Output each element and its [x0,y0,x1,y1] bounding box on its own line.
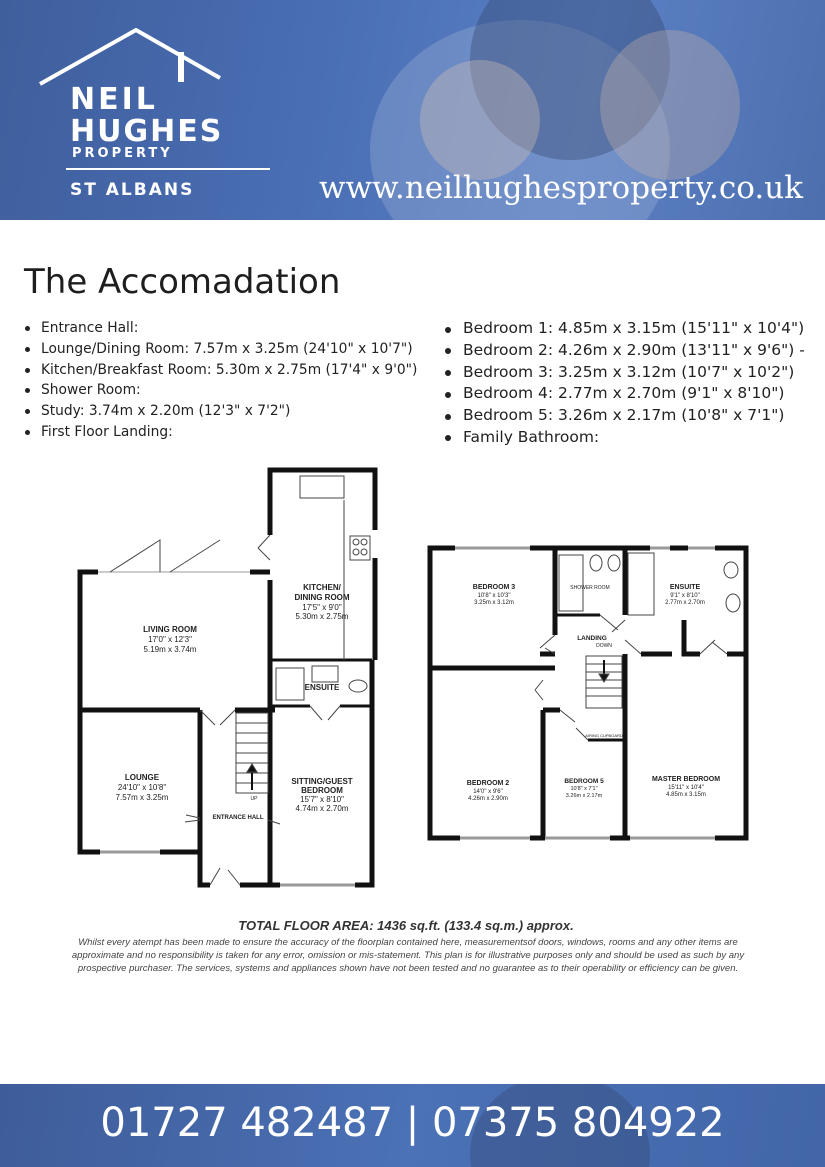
room-label: DINING ROOM [294,593,350,602]
room-label: 4.85m x 3.15m [666,792,706,798]
room-label: KITCHEN/ [303,583,341,592]
room-label: BEDROOM 3 [472,584,516,591]
brand-name-line2: HUGHES [70,114,224,149]
room-label: BEDROOM [301,786,343,795]
disclaimer-line: prospective purchaser. The services, systems and appliances shown have not been tested and no guarantee as to their operability or efficiency can be given. [77,963,739,974]
room-label: 10'8" x 7'1" [570,786,598,792]
feature-item: Bedroom 2: 4.26m x 2.90m (13'11" x 9'6") - [444,340,805,362]
room-label: 17'0" x 12'3" [148,635,192,644]
branch-name: ST ALBANS [70,180,195,200]
disclaimer [26,936,790,975]
feature-item: Shower Room: [24,380,417,401]
total-floor-area: TOTAL FLOOR AREA: 1436 sq.ft. (133.4 sq.m.) approx. [238,918,574,933]
floorplan-drawing [0,460,825,900]
feature-item: Bedroom 1: 4.85m x 3.15m (15'11" x 10'4") [444,318,805,340]
room-label: 7.57m x 3.25m [115,793,169,802]
room-label: ENSUITE [669,584,701,591]
feature-item: First Floor Landing: [24,422,417,443]
features-list-left [24,318,417,443]
room-label: 24'10" x 10'8" [117,783,167,792]
footer-banner [0,1084,825,1167]
room-label: LOUNGE [124,773,160,782]
room-label: 2.77m x 2.70m [665,600,705,606]
room-label: ENTRANCE HALL [212,815,264,821]
feature-item: Kitchen/Breakfast Room: 5.30m x 2.75m (17'4" x 9'0") [24,360,417,381]
brand-divider [66,168,270,170]
room-label: LANDING [577,635,607,642]
brand-name-line1: NEIL [70,82,158,117]
room-label: SHOWER ROOM [570,585,610,591]
photo-background-figure [420,60,540,180]
page-title: The Accomadation [24,262,341,302]
feature-item: Bedroom 3: 3.25m x 3.12m (10'7" x 10'2") [444,362,805,384]
website-url[interactable]: www.neilhughesproperty.co.uk [318,170,803,206]
header-banner [0,0,825,220]
room-label: SITTING/GUEST [291,777,353,786]
feature-item: Entrance Hall: [24,318,417,339]
room-label: 10'8" x 10'3" [477,593,511,599]
room-label: AIRING CUPBOARD [585,733,623,738]
room-label: 5.30m x 2.75m [295,612,349,621]
feature-item: Bedroom 4: 2.77m x 2.70m (9'1" x 8'10") [444,383,805,405]
brand-name-line3: PROPERTY [72,146,173,161]
room-label: BEDROOM 5 [564,778,604,785]
room-label: BEDROOM 2 [466,780,510,787]
room-label: 9'1" x 8'10" [670,593,700,599]
ground-floor-plan [80,470,375,885]
room-label: 15'11" x 10'4" [668,785,704,791]
feature-item: Study: 3.74m x 2.20m (12'3" x 7'2") [24,401,417,422]
ground-floor-fixtures [98,476,370,885]
room-label: ENSUITE [304,683,340,692]
room-label: 15'7" x 8'10" [300,795,344,804]
room-label: 3.26m x 2.17m [565,793,603,799]
room-label: 4.74m x 2.70m [295,804,349,813]
phone-numbers[interactable]: 01727 482487 | 07375 804922 [100,1100,725,1146]
disclaimer-line: Whilst every atempt has been made to ensure the accuracy of the floorplan contained here, measurementsof doors, windows, rooms and any other items are [78,937,738,948]
first-floor-labels [467,584,720,802]
room-label: LIVING ROOM [143,625,197,634]
room-label: 14'0" x 9'6" [473,789,503,795]
stair-label: UP [250,796,258,802]
room-label: 17'5" x 9'0" [302,603,342,612]
ground-floor-labels [116,583,353,821]
feature-item: Bedroom 5: 3.26m x 2.17m (10'8" x 7'1") [444,405,805,427]
room-label: 4.26m x 2.90m [468,796,508,802]
room-label: MASTER BEDROOM [651,776,721,783]
room-label: 5.19m x 3.74m [143,645,197,654]
feature-item: Lounge/Dining Room: 7.57m x 3.25m (24'10" x 10'7") [24,339,417,360]
disclaimer-line: approximate and no responsibility is taken for any error, omission or mis-statement. This plan is for illustrative purposes only and should be used as such by any [71,950,745,961]
stair-label: DOWN [596,643,612,649]
room-label: 3.25m x 3.12m [474,600,514,606]
feature-item: Family Bathroom: [444,427,805,449]
photo-background-figure [600,30,740,180]
features-list-right [444,318,805,449]
